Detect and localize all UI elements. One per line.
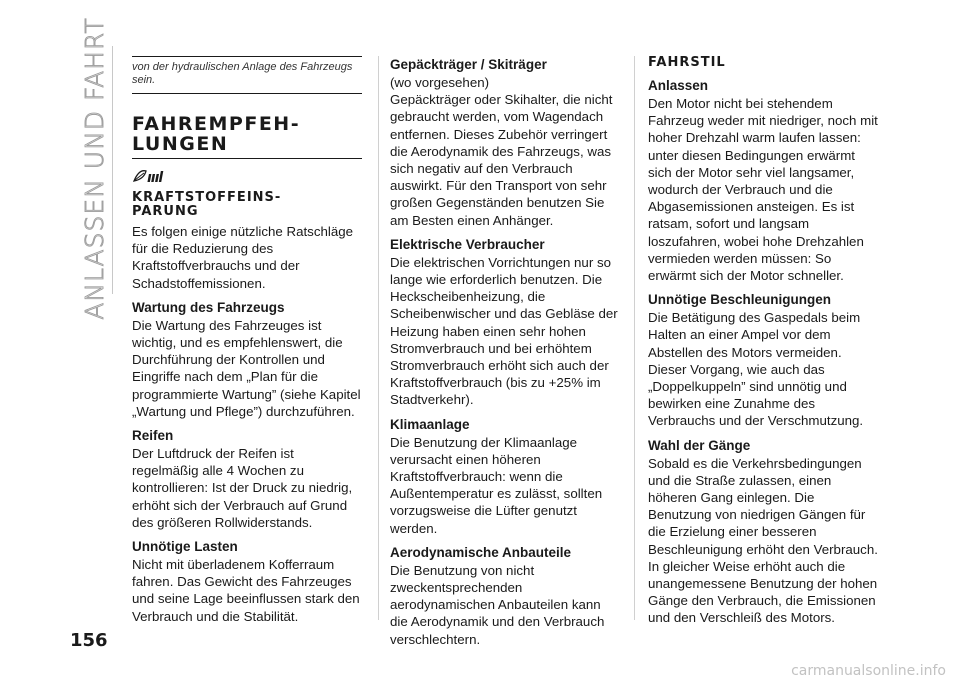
- column-divider: [634, 56, 635, 620]
- heading-starting: Anlassen: [648, 78, 709, 93]
- section-title-fuel-saving: KRAFTSTOFFEINS- PARUNG: [132, 190, 282, 219]
- paragraph-tyres: Der Luftdruck der Reifen ist regelmäßig alle 4 Wochen zu kontrollieren: Ist der Druck zu niedrig, erhöht sich der Verbrauch auf Grund des größeren Rollwiderstands.: [132, 446, 353, 530]
- heading-roof-rack: Gepäckträger / Skiträger: [390, 57, 547, 72]
- intro-paragraph: Es folgen einige nützliche Ratschläge für die Reduzierung des Kraftstoffverbrauchs und der Schadstoffemissionen.: [132, 224, 354, 291]
- column-divider: [378, 56, 379, 620]
- side-divider: [112, 46, 113, 294]
- section-title-driving-style: FAHRSTIL: [648, 55, 726, 70]
- heading-gear-selection: Wahl der Gänge: [648, 437, 751, 453]
- paragraph-unnecessary-acceleration: Die Betätigung des Gaspedals beim Halten an einer Ampel vor dem Abstellen des Motors vermeiden. Dieser Vorgang, wie auch das „Doppelkuppeln” sind unnötig und bewirken eine Zunahme des Verbrauchs und der Verschmutzung.: [648, 310, 864, 429]
- chapter-side-tab-label: ANLASSEN UND FAHRT: [79, 16, 109, 320]
- paragraph-unnecessary-loads: Nicht mit überladenem Kofferraum fahren. Das Gewicht des Fahrzeuges und seine Lage beeinflussen stark den Verbrauch und die Stabilität.: [132, 557, 360, 624]
- column-2: [390, 56, 620, 648]
- main-title: FAHREMPFEH- LUNGEN: [132, 114, 362, 159]
- heading-electrical-consumers: Elektrische Verbraucher: [390, 236, 545, 252]
- paragraph-air-conditioning: Die Benutzung der Klimaanlage verursacht einen höheren Kraftstoffverbrauch: wenn die Außentemperatur es zulässt, sollten vorzugsweise die Lüfter genutzt werden.: [390, 434, 603, 536]
- paragraph-aerodynamic-parts: Die Benutzung von nicht zweckentsprechenden aerodynamischen Anbauteilen kann die Aerodynamik und den Verbrauch verschlechtern.: [390, 562, 605, 647]
- chapter-side-tab: [74, 16, 114, 320]
- heading-unnecessary-acceleration: Unnötige Beschleunigungen: [648, 292, 832, 308]
- paragraph-gear-selection: Sobald es die Verkehrsbedingungen und die Straße zulassen, einen höheren Gang einlegen. Die Benutzung von niedrigen Gängen für die Erzielung einer besseren Beschleunigung erhöht den Verbrauch. In gleicher Weise erhöht auch die unangemessene Benutzung der hohen Gänge den Verbrauch, die Emissionen und den Verschleiß des Motors.: [648, 455, 878, 626]
- paragraph-starting: Den Motor nicht bei stehendem Fahrzeug weder mit niedriger, noch mit hoher Drehzahl warm laufen lassen: unter diesen Bedingungen erwärmt sich der Motor sehr viel langsamer, wodurch der Verbrauch und die Abgasemissionen ansteigen. Es ist ratsam, sofort und langsam loszufahren, wobei hohe Drehzahlen vermieden werden müssen: So erwärmt sich der Motor schneller.: [648, 96, 878, 284]
- column-1: [132, 56, 362, 625]
- paragraph-electrical-consumers: Die elektrischen Vorrichtungen nur so lange wie erforderlich benutzen. Die Heckscheibenheizung, die Scheibenwischer und das Gebläse der Heizung haben einen sehr hohen Stromverbrauch und bei erhöhtem Stromverbrauch erhöht sich auch der Kraftstoffverbrauch (bis zu +25% im Stadtverkehr).: [390, 254, 618, 408]
- paragraph-maintenance: Die Wartung des Fahrzeuges ist wichtig, und es empfehlenswert, die Durchführung der Kontrollen und Eingriffe nach dem „Plan für die programmierte Wartung” (siehe Kapitel „Wartung und Pflege”) durchzuführen.: [132, 317, 361, 419]
- heading-maintenance: Wartung des Fahrzeugs: [132, 299, 285, 315]
- heading-tyres: Reifen: [132, 428, 174, 444]
- page-number: 156: [70, 630, 108, 651]
- eco-leaf-icon: [132, 167, 362, 185]
- heading-air-conditioning: Klimaanlage: [390, 416, 470, 432]
- heading-unnecessary-loads: Unnötige Lasten: [132, 539, 238, 555]
- continued-note: von der hydraulischen Anlage des Fahrzeugs sein.: [132, 56, 362, 94]
- heading-aerodynamic-parts: Aerodynamische Anbauteile: [390, 544, 572, 560]
- watermark[interactable]: carmanualsonline.info: [791, 663, 946, 679]
- svg-text:ıııl: ıııl: [147, 170, 163, 185]
- paragraph-roof-rack: (wo vorgesehen) Gepäckträger oder Skihalter, die nicht gebraucht werden, vom Wagendach entfernen. Dieses Zubehör verringert die Aerodynamik des Fahrzeugs, was sich negativ auf den Verbrauch auswirkt. Für den Transport von sehr großen Gegenständen benutzen Sie am Besten einen Anhänger.: [390, 75, 613, 228]
- column-3: [648, 56, 878, 627]
